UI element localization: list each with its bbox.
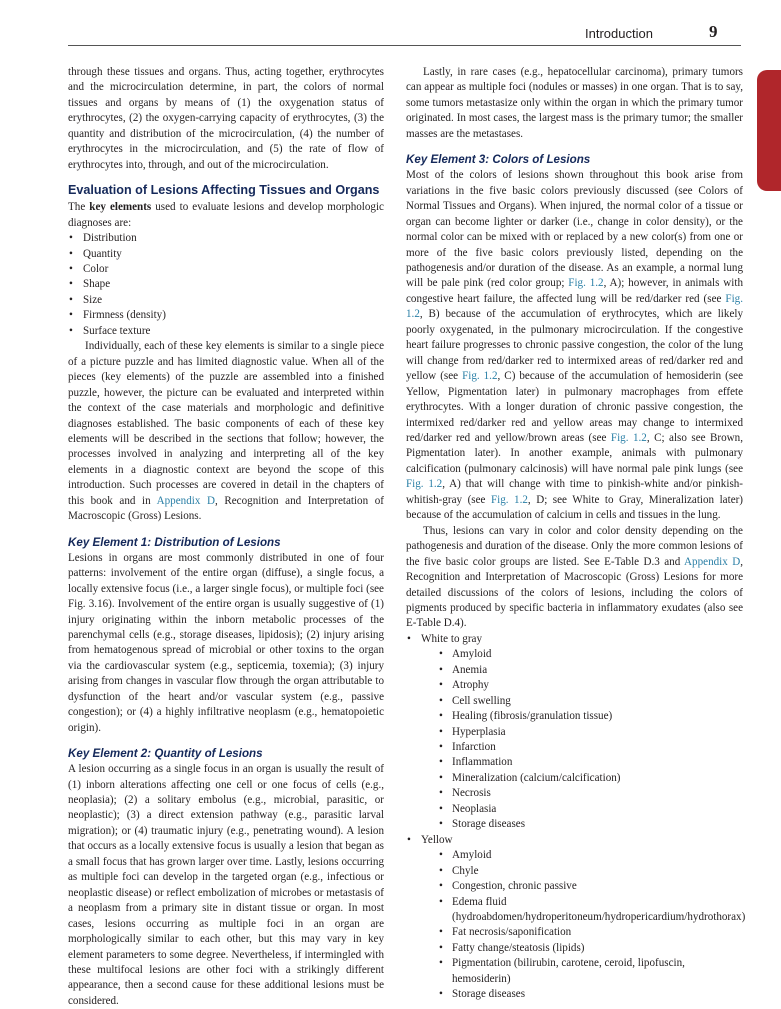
list-item: • Storage diseases xyxy=(421,987,743,1002)
individually-paragraph: Individually, each of these key elements is similar to a single piece of a picture puzzle and has limited diagnostic value. When all of the pieces (key elements) of the puzzle are assembled into a finished puzzle, however, the picture can be evaluated and interpreted within the context of the case materials and morphologic and definitive diagnoses established. The basic components of each of these key elements will be described in the sections that follow; however, the processes involved in analyzing and interpreting all of the key elements in a diagnostic context are beyond the scope of this introduction. Such processes are covered in detail in the chapters of this book and in Appendix D, Recognition and Interpretation of Macroscopic (Gross) Lesions. xyxy=(68,340,384,523)
intro-paragraph: through these tissues and organs. Thus, acting together, erythrocytes and the microcirculation determine, in part, the colors of normal tissues and organs by means of (1) the oxygenation status of erythrocytes, (2) the oxygen-carrying capacity of erythrocytes, (3) the quantity and distribution of the microcirculation, (4) the number of erythrocytes in the microcirculation, and (5) the rate of flow of erythrocytes into, through, and out of the microcirculation. xyxy=(68,66,384,171)
list-item: • Distribution xyxy=(68,231,384,246)
list-item: • Necrosis xyxy=(421,786,743,801)
list-item-yellow: • Yellow • Amyloid • Chyle • Congestion, chronic passive • Edema fluid (hydroabdomen/hydroperitoneum/hydropericardium/hydrothorax) • Fat necrosis/saponification • Fatty change/steatosis (lipids) • Pigmentation (bilirubin, carotene, ceroid, lipofuscin, hemosiderin) • Storage diseases xyxy=(406,833,743,1003)
list-item: • Cell swelling xyxy=(421,694,743,709)
right-column xyxy=(406,65,746,1003)
appendix-d-link[interactable]: Appendix D xyxy=(684,555,741,568)
color-groups-list xyxy=(406,632,746,1003)
fig-1-2-link[interactable]: Fig. 1.2 xyxy=(462,370,498,383)
yellow-sublist xyxy=(421,848,746,1003)
chapter-thumb-tab xyxy=(757,70,781,191)
list-item: • Amyloid xyxy=(421,647,743,662)
left-column xyxy=(68,65,384,1009)
white-to-gray-sublist xyxy=(421,647,743,832)
subheading-key-element-3: Key Element 3: Colors of Lesions xyxy=(406,153,591,167)
evaluation-paragraph: The key elements used to evaluate lesions and develop morphologic diagnoses are: xyxy=(68,201,384,229)
fig-1-2-link[interactable]: Fig. 1.2 xyxy=(406,292,743,321)
list-item: • Storage diseases xyxy=(421,817,743,832)
header-rule xyxy=(68,45,741,46)
subheading-key-element-1: Key Element 1: Distribution of Lesions xyxy=(68,535,281,549)
fig-1-2-link[interactable]: Fig. 1.2 xyxy=(610,431,647,444)
list-item: • Shape xyxy=(68,277,384,292)
thus-paragraph: Thus, lesions can vary in color and color density depending on the pathogenesis and duration of the disease. Only the more common lesions of the five basic color groups are listed. See E-Table D.3 and Appendix D, Recognition and Interpretation of Macroscopic (Gross) Lesions for more detailed discussions of the colors of lesions, including the colors of pigments produced by specific bacteria in inflammatory exudates (also see E-Table D.4). xyxy=(406,524,743,630)
list-item: • Surface texture xyxy=(68,324,384,339)
list-item: • Fat necrosis/saponification xyxy=(421,925,743,940)
list-item: • Amyloid xyxy=(421,848,743,863)
page-number: 9 xyxy=(709,22,718,41)
list-item: • Quantity xyxy=(68,247,384,262)
running-header xyxy=(0,22,781,46)
list-item: • Edema fluid (hydroabdomen/hydroperitoneum/hydropericardium/hydrothorax) xyxy=(421,895,743,926)
quantity-paragraph: A lesion occurring as a single focus in an organ is usually the result of (1) inborn alterations affecting one cell or one focus of cells (e.g., neoplasia); (2) a solitary embolus (e.g., microbial, parasitic, or neoplastic); (3) a direct extension pathway (e.g., parasitic larval migration); or (4) traumatic injury (e.g., penetrating wound). A lesion that occurs as a locally extensive focus is usually a lesion that began as a small focus that has grown larger over time. Lastly, lesions occurring as multiple foci can develop in the targeted organ (e.g., infectious or neoplastic disease) or reflect embolization of microbes or metastasis of a neoplasm from a primary site in distant tissue or organ. In most cases, lesions occurring as multiple foci in an organ are morphologically similar to each other, but this may vary in key element parameters to some degree. Nevertheless, if intermingled with these multifocal lesions are other foci with a strikingly different appearance, then a second cause for these additional lesions must be considered. xyxy=(68,763,384,1007)
list-item: • Anemia xyxy=(421,663,743,678)
key-elements-term: key elements xyxy=(89,201,152,214)
list-item: • Hyperplasia xyxy=(421,725,743,740)
fig-1-2-link[interactable]: Fig. 1.2 xyxy=(490,493,528,506)
list-item: • Infarction xyxy=(421,740,743,755)
subheading-key-element-2: Key Element 2: Quantity of Lesions xyxy=(68,747,263,761)
fig-1-2-link[interactable]: Fig. 1.2 xyxy=(568,277,604,290)
list-item: • Inflammation xyxy=(421,755,743,770)
list-item: • Healing (fibrosis/granulation tissue) xyxy=(421,709,743,724)
list-item: • Fatty change/steatosis (lipids) xyxy=(421,941,743,956)
distribution-paragraph: Lesions in organs are most commonly distributed in one of four patterns: involvement of the entire organ (diffuse), a single focus, a locally extensive focus (i.e., a larger single focus), or multiple foci (see Fig. 3.16). Involvement of the entire organ is usually suggestive of (1) injury originating within the inborn metabolic processes of the parenchymal cells (e.g., storage diseases, lipidosis); (2) injury arising from hematogenous spread of microbial or other toxins to the organ via the cardiovascular system (e.g., septicemia, toxemia); (3) injury arising from changes in vascular flow through the organ attributable to dysfunction of the heart and/or vascular system (e.g., passive congestion); or (4) a highly infiltrative neoplasm (e.g., hematopoietic origin). xyxy=(68,551,384,734)
list-item: • Chyle xyxy=(421,864,743,879)
list-item: • Atrophy xyxy=(421,678,743,693)
key-elements-list xyxy=(68,231,384,339)
lastly-paragraph: Lastly, in rare cases (e.g., hepatocellular carcinoma), primary tumors can appear as multiple foci (nodules or masses) in one organ. That is to say, some tumors metastasize only within the organ in which the primary tumor originated. In most cases, the largest mass is the primary tumor; the smaller masses are the metastases. xyxy=(406,66,743,140)
section-heading-evaluation: Evaluation of Lesions Affecting Tissues and Organs xyxy=(68,183,380,198)
fig-1-2-link[interactable]: Fig. 1.2 xyxy=(406,478,443,491)
running-header-title: Introduction xyxy=(585,26,653,41)
list-item: • Color xyxy=(68,262,384,277)
list-item: • Firmness (density) xyxy=(68,308,384,323)
list-item: • Pigmentation (bilirubin, carotene, ceroid, lipofuscin, hemosiderin) xyxy=(421,956,743,987)
colors-paragraph: Most of the colors of lesions shown throughout this book arise from variations in the five basic colors previously discussed (see Colors of Normal Tissues and Organs). When injured, the normal color of a tissue or organ can become lighter or darker (i.e., change in color density), or the normal color can be mixed with or replaced by a new color(s) from one or more of the five basic colors previously listed, depending on the pathogenesis and/or duration of the disease. As an example, a normal lung will be pale pink (red color group; Fig. 1.2, A); however, in animals with congestive heart failure, the affected lung will be red/darker red (see Fig. 1.2, B) because of the accumulation of erythrocytes, which are likely poorly oxygenated, in the pulmonary microcirculation. If the congestive heart failure progresses to chronic passive congestion, the color of the lung will change from red/darker red to intermixed areas of red/darker red and yellow (see Fig. 1.2, C) because of the accumulation of hemosiderin (see Yellow, Pigmentation later) in pulmonary macrophages from effete erythrocytes. With a longer duration of chronic passive congestion, the intermixed red/darker red and yellow areas may change to intermixed red/darker red and yellow/brown areas (see Fig. 1.2, C; also see Brown, Pigmentation later). In another example, animals with pulmonary calcification (pulmonary calcinosis) will have normal pale pink lungs (see Fig. 1.2, A) that will change with time to pinkish-white and/or pinkish-whitish-gray (see Fig. 1.2, D; see White to Gray, Mineralization later) because of the accumulation of calcium in cells and tissues in the lung. xyxy=(406,169,744,522)
list-item: • Neoplasia xyxy=(421,802,743,817)
list-item: • Mineralization (calcium/calcification) xyxy=(421,771,743,786)
list-item: • Size xyxy=(68,293,384,308)
list-item: • Congestion, chronic passive xyxy=(421,879,743,894)
list-item-white-to-gray: • White to gray • Amyloid • Anemia • Atrophy • Cell swelling • Healing (fibrosis/granulation tissue) • Hyperplasia • Infarction • Inflammation • Mineralization (calcium/calcification) • Necrosis • Neoplasia • Storage diseases xyxy=(406,632,743,833)
appendix-d-link[interactable]: Appendix D xyxy=(156,494,215,507)
